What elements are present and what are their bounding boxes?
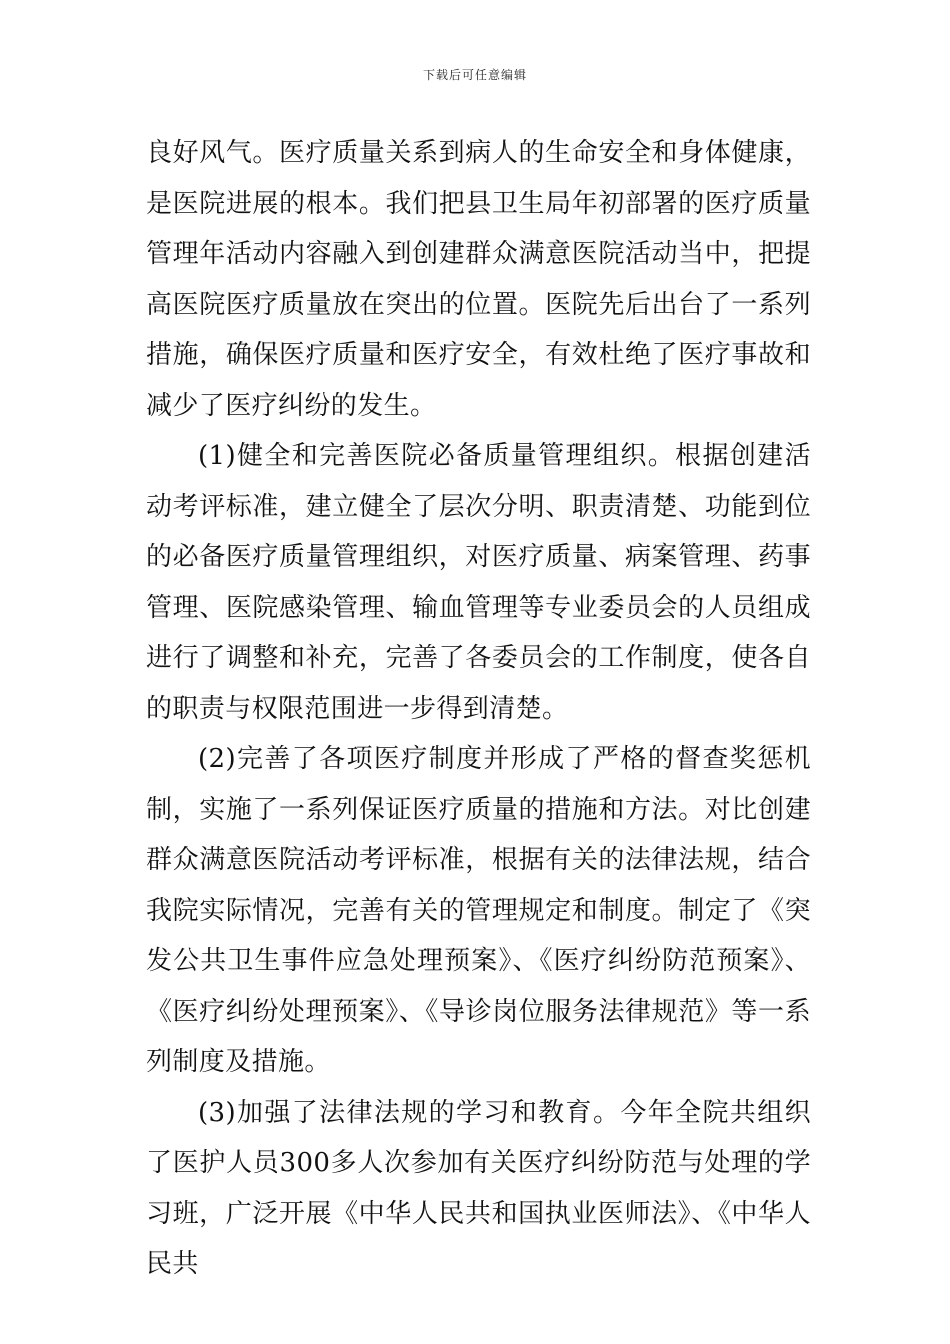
paragraph-medical-system: (2)完善了各项医疗制度并形成了严格的督查奖惩机制，实施了一系列保证医疗质量的措施和方法。对比创建群众满意医院活动考评标准，根据有关的法律法规，结合我院实际情况，完善有关的管理规定和制度。制定了《突发公共卫生事件应急处理预案》、《医疗纠纷防范预案》、《医疗纠纷处理预案》、《导诊岗位服务法律规范》等一系列制度及措施。 [146,744,811,1077]
paragraph-continuation: 良好风气。医疗质量关系到病人的生命安全和身体健康，是医院进展的根本。我们把县卫生局年初部署的医疗质量管理年活动内容融入到创建群众满意医院活动当中，把提高医院医疗质量放在突出的位置。医院先后出台了一系列措施，确保医疗质量和医疗安全，有效杜绝了医疗事故和减少了医疗纠纷的发生。 [146,138,811,421]
page-header-note: 下载后可任意编辑 [422,68,527,82]
paragraph-quality-organization: (1)健全和完善医院必备质量管理组织。根据创建活动考评标准，建立健全了层次分明、职责清楚、功能到位的必备医疗质量管理组织，对医疗质量、病案管理、药事管理、医院感染管理、输血管理等专业委员会的人员组成进行了调整和补充，完善了各委员会的工作制度，使各自的职责与权限范围进一步得到清楚。 [146,441,811,724]
document-body [146,128,811,1290]
paragraph-law-education: (3)加强了法律法规的学习和教育。今年全院共组织了医护人员300多人次参加有关医疗纠纷防范与处理的学习班，广泛开展《中华人民共和国执业医师法》、《中华人民共 [146,1097,811,1279]
